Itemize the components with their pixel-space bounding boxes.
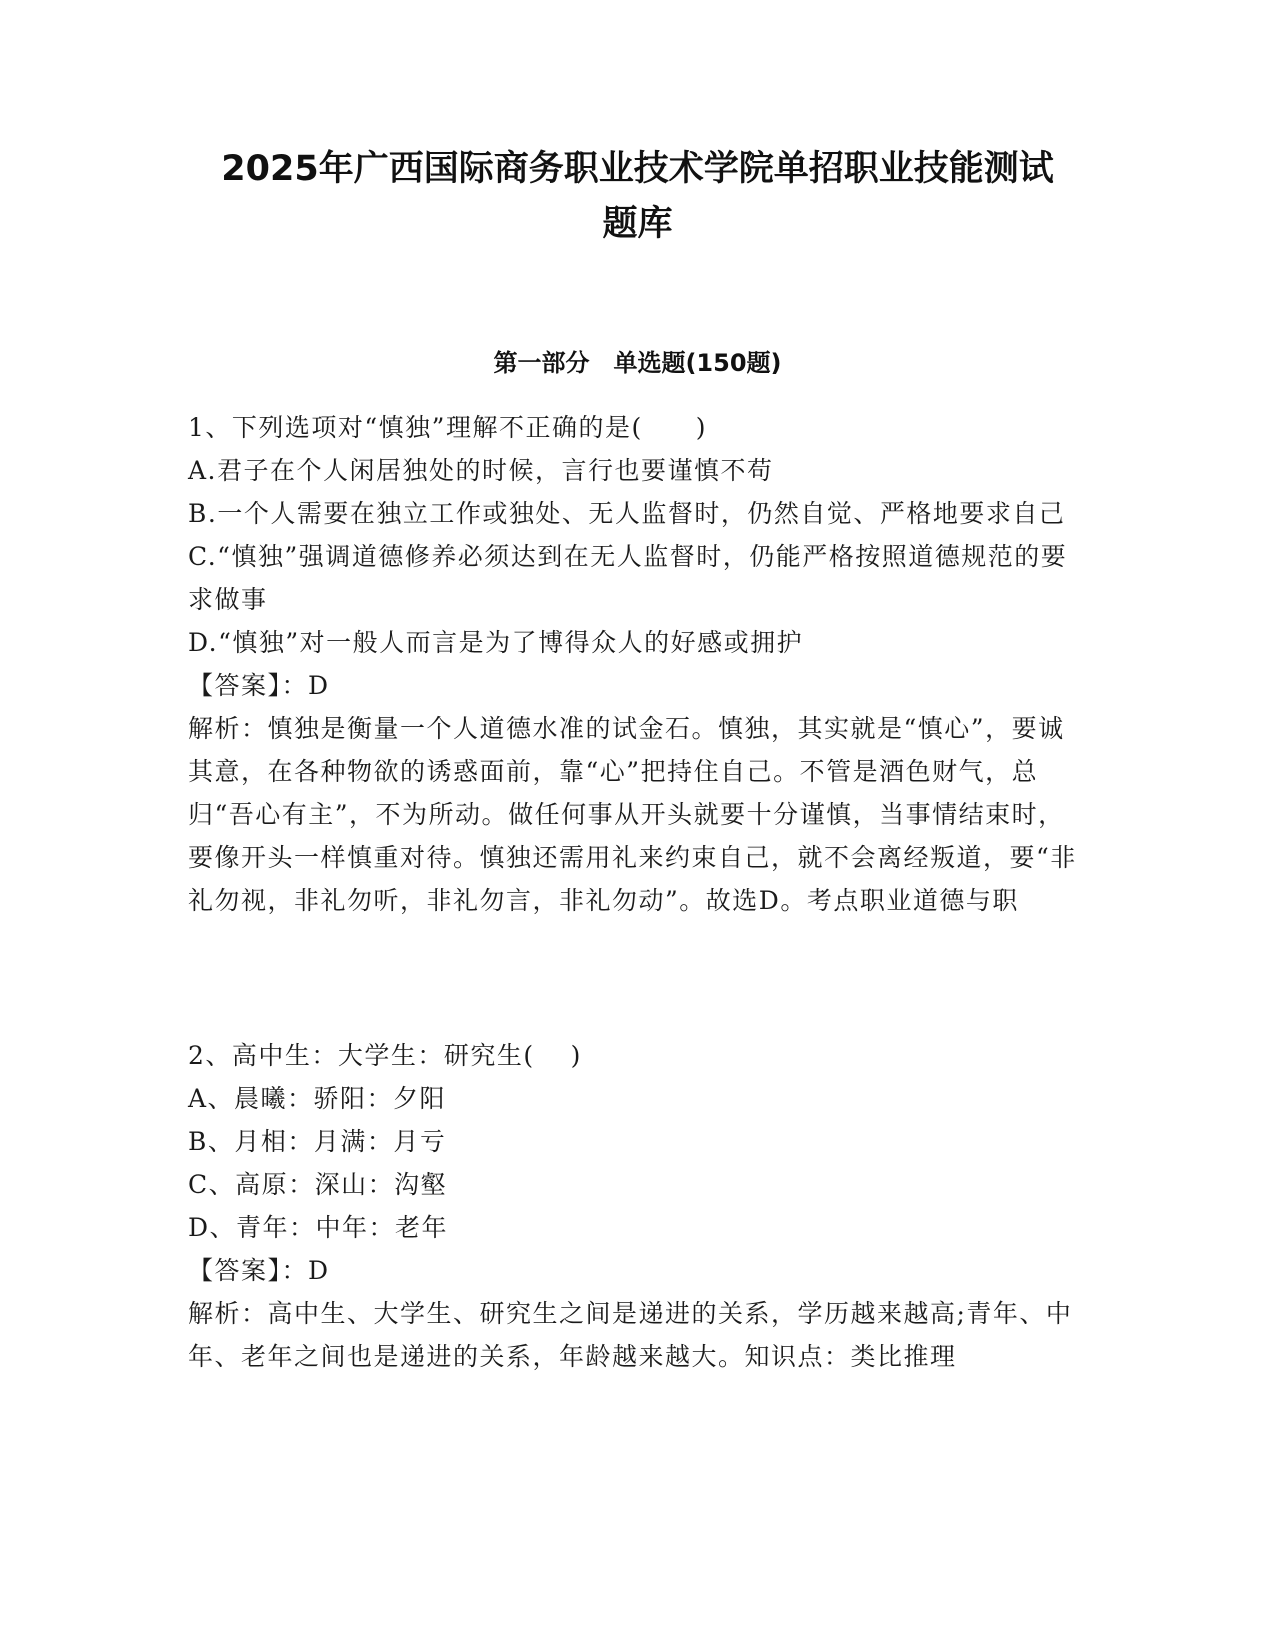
answer-line: 【答案】：D bbox=[188, 1256, 330, 1285]
option-a: A.君子在个人闲居独处的时候，言行也要谨慎不苟 bbox=[188, 456, 774, 485]
answer-line: 【答案】：D bbox=[188, 671, 330, 700]
option-d: D.“慎独”对一般人而言是为了博得众人的好感或拥护 bbox=[188, 628, 804, 657]
question-stem: 2、高中生：大学生：研究生( ) bbox=[188, 1041, 582, 1070]
analysis-paragraph: 解析：慎独是衡量一个人道德水准的试金石。慎独，其实就是“慎心”，要诚其意，在各种物欲的诱惑面前，靠“心”把持住自己。不管是酒色财气，总归“吾心有主”，不为所动。做任何事从开头就要十分谨慎，当事情结束时，要像开头一样慎重对待。慎独还需用礼来约束自己，就不会离经叛道，要“非礼勿视，非礼勿听，非礼勿言，非礼勿动”。故选D。考点职业道德与职 bbox=[188, 714, 1077, 915]
document-title-line-2: 题库 bbox=[602, 204, 673, 244]
option-b: B.一个人需要在独立工作或独处、无人监督时，仍然自觉、严格地要求自己 bbox=[188, 499, 1066, 528]
option-b: B、月相：月满：月亏 bbox=[188, 1127, 447, 1156]
section-heading: 第一部分 单选题(150题) bbox=[493, 349, 782, 377]
option-c: C、高原：深山：沟壑 bbox=[188, 1170, 448, 1199]
analysis-paragraph: 解析：高中生、大学生、研究生之间是递进的关系，学历越来越高;青年、中年、老年之间也是递进的关系，年龄越来越大。知识点：类比推理 bbox=[188, 1299, 1073, 1371]
question-1 bbox=[188, 406, 1080, 922]
document-title-line-1: 2025年广西国际商务职业技术学院单招职业技能测试 bbox=[221, 149, 1054, 189]
option-d: D、青年：中年：老年 bbox=[188, 1213, 449, 1242]
option-a: A、晨曦：骄阳：夕阳 bbox=[188, 1084, 447, 1113]
question-2 bbox=[188, 1034, 1080, 1378]
question-stem: 1、下列选项对“慎独”理解不正确的是( ) bbox=[188, 413, 707, 442]
document-title bbox=[160, 142, 1115, 252]
option-c: C.“慎独”强调道德修养必须达到在无人监督时，仍能严格按照道德规范的要求做事 bbox=[188, 542, 1068, 614]
